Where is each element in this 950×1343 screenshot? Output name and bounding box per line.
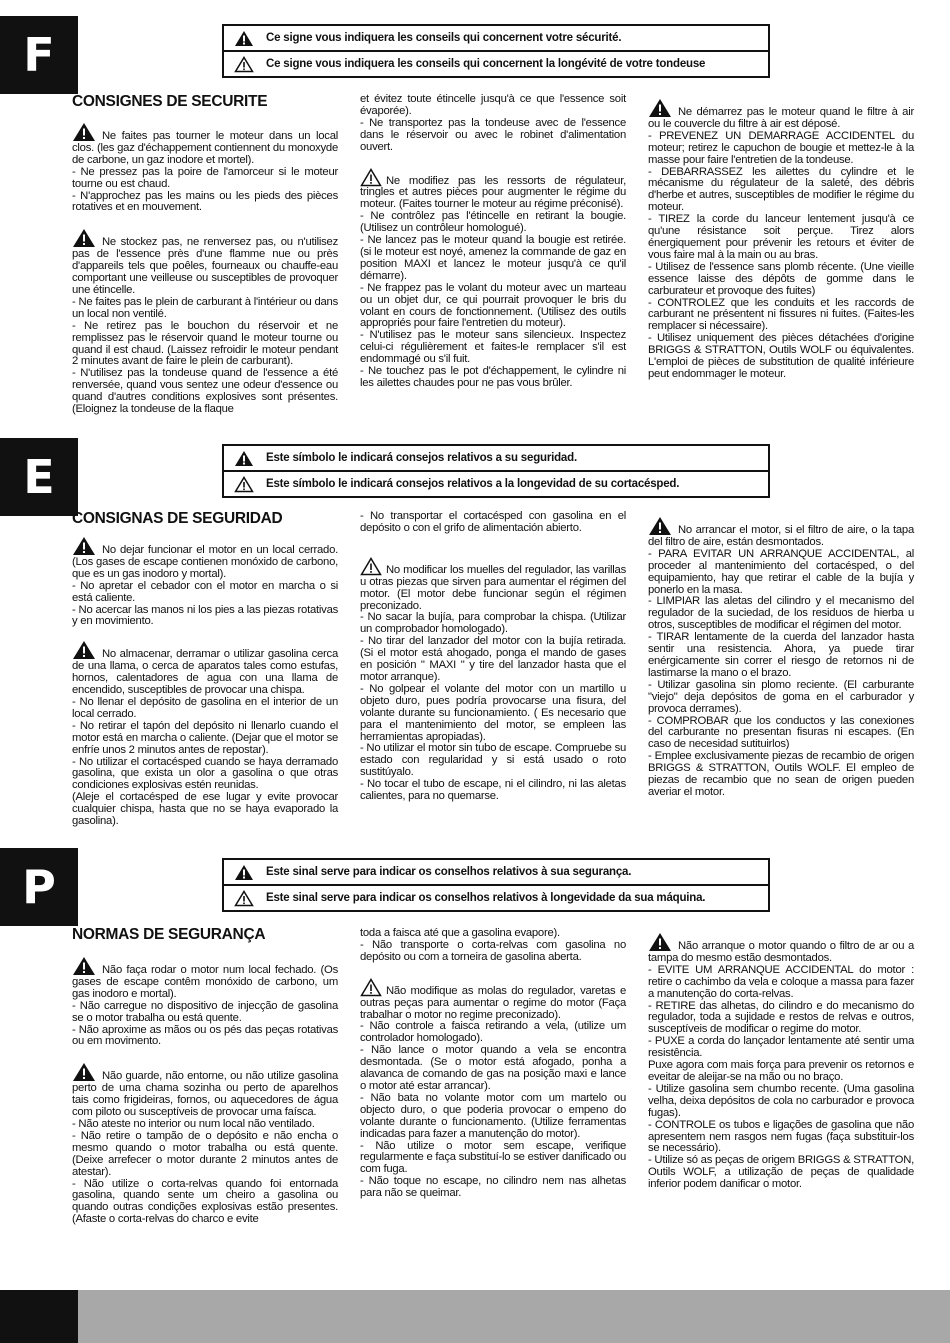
paragraph: et évitez toute étincelle jusqu'à ce que l'essence soit évaporée). — [360, 93, 626, 117]
banner-care-row — [224, 884, 768, 910]
paragraph: - Não utilize o corta-relvas quando foi entornada gasolina, quando sente um cheiro a gasolina ou quando outras condições explosivas estão presentes. (Afaste o corta-relvas do charco e evite — [72, 1177, 338, 1226]
paragraph: - COMPROBAR que los conductos y las conexiones del carburante no presentan fisuras ni escapes. (En caso de necesidad sutituirlos) — [648, 714, 914, 751]
warning-filled-icon — [648, 516, 672, 536]
paragraph: Não arranque o motor quando o filtro de ar ou a tampa do mesmo estão desmontados. — [648, 940, 914, 964]
warning-filled-icon — [234, 30, 254, 47]
paragraph: - No tirar del lanzador del motor con la bujía retirada. (Si el motor está ahogado, ponga el mando de gases en posición " MAXI " y tire del lanzador hasta que el motor arranque). — [360, 635, 626, 683]
paragraph: - Não toque no escape, no cilindro nem nas alhetas para não se queimar. — [360, 1175, 626, 1200]
paragraph: Ne modifiez pas les ressorts de régulateur, tringles et autres pièces pour augmenter le régime du moteur. (Faites tourner le moteur au régime préconisé). — [360, 174, 626, 211]
banner-pt — [222, 858, 770, 912]
warning-filled-icon — [72, 122, 96, 142]
warning-outline-icon — [234, 890, 254, 907]
paragraph: - Ne retirez pas le bouchon du réservoir et ne remplissez pas le réservoir quand le moteur tourne ou quand il est chaud. (Laissez refroidir le moteur pendant 2 minutes avant de faire le plein de carburant). — [72, 319, 338, 368]
banner-safety-text: Este sinal serve para indicar os conselhos relativos à sua segurança. — [266, 866, 632, 878]
paragraph: - Ne lancez pas le moteur quand la bougie est retirée. (si le moteur est noyé, amenez la commande de gaz en position MAXI et lancez le moteur jusqu'à ce qu'il démarre). — [360, 234, 626, 282]
paragraph: - Não bata no volante motor com um martelo ou objecto duro, o que poderia provocar o empeno do volante durante o funcionamento. (Utilize ferramentas indicadas para fazer a manutenção do motor). — [360, 1091, 626, 1140]
banner-care-row — [224, 50, 768, 76]
paragraph: Não guarde, não entorne, ou não utilize gasolina perto de uma chama sozinha ou perto de aparelhos tais como frigideiras, fornos, ou aquecedores de água com piloto ou susceptíveis de provocar uma faísca. — [72, 1070, 338, 1119]
warning-outline-icon — [360, 557, 382, 576]
paragraph: - Ne transportez pas la tondeuse avec de l'essence dans le réservoir ou avec le robinet d'alimentation ouvert. — [360, 116, 626, 153]
banner-safety-text: Ce signe vous indiquera les conseils qui concernent votre sécurité. — [266, 32, 622, 44]
warning-filled-icon — [234, 450, 254, 467]
paragraph: Ne stockez pas, ne renversez pas, ou n'utilisez pas de l'essence près d'une flamme nue ou près d'appareils tels que poêles, fourneaux ou chauffe-eau comportant une veilleuse ou susceptibles de provoquer une étincelle. — [72, 236, 338, 296]
footer-page-block — [0, 1290, 78, 1343]
banner-care-text: Este sinal serve para indicar os conselhos relativos à longevidade da sua máquina. — [266, 892, 706, 904]
paragraph: Ne faites pas tourner le moteur dans un local clos. (les gaz d'échappement contiennent du monoxyde de carbone, un gaz inodore et mortel). — [72, 130, 338, 166]
paragraph: - N'utilisez pas la tondeuse quand de l'essence a été renversée, quand vous sentez une odeur d'essence ou quand d'autres conditions explosives sont présentes. (Eloignez la tondeuse de la flaque — [72, 367, 338, 416]
paragraph: - Ne frappez pas le volant du moteur avec un marteau ou un objet dur, ce qui pourrait provoquer le bris du volant en cours de fonctionnement. (Utilisez des outils appropriés pour faire l'entretien du moteur). — [360, 281, 626, 330]
paragraph: Não modifique as molas do regulador, varetas e outras peças para aumentar o regime do motor (Faça trabalhar o motor no regime preconizado). — [360, 984, 626, 1021]
paragraph: - No llenar el depósito de gasolina en el interior de un local cerrado. — [72, 695, 338, 720]
lang-tab-pt: P — [0, 848, 78, 926]
paragraph: - Utilize só as peças de origem BRIGGS & STRATTON, Outils WOLF, a utilização de peças de qualidade inferior podem danificar o motor. — [648, 1154, 914, 1191]
warning-filled-icon — [72, 228, 96, 248]
banner-safety-row — [224, 26, 768, 50]
pt-column-1 — [72, 956, 338, 1226]
paragraph: - Utilisez uniquement des pièces détachées d'origine BRIGGS & STRATTON, Outils WOLF ou équivalentes. L'emploi de pièces de substitution de qualité inférieure peut endommager le moteur. — [648, 332, 914, 380]
paragraph: - CONTROLEZ que les conduits et les raccords de carburant ne présentent ni fissures ni fuites. (Faites-les remplacer si nécessaire). — [648, 296, 914, 333]
paragraph: Não faça rodar o motor num local fechado. (Os gases de escape contêm monóxido de carbono, um gas inodoro e mortal). — [72, 964, 338, 1000]
paragraph: - Não transporte o corta-relvas com gasolina no depósito ou com a torneira de gasolina aberta. — [360, 938, 626, 963]
warning-filled-icon — [648, 932, 672, 952]
paragraph: - TIREZ la corde du lanceur lentement jusqu'à ce qu'une résistance soit perçue. Tirez alors énergiquement pour prévenir les retours et éviter de vous faire mal à la main ou au bras. — [648, 213, 914, 261]
warning-outline-icon — [234, 476, 254, 493]
paragraph: - EVITE UM ARRANQUE ACCIDENTAL do motor : retire o cachimbo da vela e coloque a massa para fazer a manutenção do corta-relvas. — [648, 963, 914, 1000]
paragraph: - CONTROLE os tubos e ligações de gasolina que não apresentem nem rasgos nem fugas (faça substituir-los se necessário). — [648, 1118, 914, 1155]
fr-column-1 — [72, 116, 338, 416]
paragraph: - N'approchez pas les mains ou les pieds des pièces rotatives et en mouvement. — [72, 189, 338, 214]
pt-column-3 — [648, 932, 914, 1191]
paragraph: - Utilize gasolina sem chumbo recente. (Uma gasolina velha, deixa depósitos de cola no carburador e provoca fugas). — [648, 1082, 914, 1119]
paragraph: toda a faisca até que a gasolina evapore). — [360, 927, 560, 939]
paragraph: - Não retire o tampão de o depósito e não encha o mesmo quando o motor trabalha ou está quente. (Deixe arrefecer o motor durante 2 minutos antes de atestar). — [72, 1129, 338, 1178]
paragraph: - Ne touchez pas le pot d'échappement, le cylindre ni les ailettes chaudes pour ne pas vous brûler. — [360, 365, 626, 389]
footer-bar — [0, 1290, 950, 1343]
paragraph: - Não carregue no dispositivo de injecção de gasolina se o motor trabalha ou está quente. — [72, 999, 338, 1024]
paragraph: - Não lance o motor quando a vela se encontra desmontada. (Se o motor está afogado, ponha a alavanca de comando de gas na posição maxi e lance o motor até estar arrancar). — [360, 1044, 626, 1092]
paragraph: No modificar los muelles del regulador, las varillas u otras piezas que sirven para aumentar el régimen del motor. (El motor debe funcionar según el régimen preconizado. — [360, 563, 626, 612]
paragraph: Puxe agora com mais força para prevenir os retornos e eveitar de aleijar-se na mão ou no braço. — [648, 1059, 914, 1083]
paragraph: - Ne contrôlez pas l'étincelle en retirant la bougie. (Utilisez un contrôleur homologué). — [360, 210, 626, 235]
paragraph: - TIRAR lentamente de la cuerda del lanzador hasta sentir una resistencia. Ahora, ya puede tirar enérgicamente sin correr el riesgo de retornos ni de lastimarse la mano o el brazo. — [648, 631, 914, 679]
paragraph: - No acercar las manos ni los pies a las piezas rotativas y en movimiento. — [72, 603, 338, 628]
paragraph: - Emplee exclusivamente piezas de recambio de origen BRIGGS & STRATTON, Outils WOLF. El empleo de piezas de recambio que no sean de origen pueden averiar el motor. — [648, 750, 914, 798]
warning-filled-icon — [648, 98, 672, 118]
pt-column-2 — [360, 928, 626, 1200]
paragraph: - No apretar el cebador con el motor en marcha o si está caliente. — [72, 579, 338, 604]
paragraph: - Não utilize o motor sem escape, verifique regularmente e faça substituí-lo se estiver danificado ou com fuga. — [360, 1139, 626, 1176]
es-column-3 — [648, 516, 914, 799]
paragraph: - PARA EVITAR UN ARRANQUE ACCIDENTAL, al proceder al mantenimiento del cortacésped, o del equipamiento, hay que retirar el cable de la bujía y ponerlo en la masa. — [648, 547, 914, 596]
warning-outline-icon — [360, 168, 382, 187]
es-column-1 — [72, 536, 338, 828]
fr-column-2 — [360, 94, 626, 390]
banner-care-text: Ce signe vous indiquera les conseils qui concernent la longévité de votre tondeuse — [266, 58, 706, 70]
warning-filled-icon — [72, 956, 96, 976]
paragraph: - Ne pressez pas la poire de l'amorceur si le moteur tourne ou est chaud. — [72, 165, 338, 190]
paragraph: - RETIRE das alhetas, do cilindro e do mecanismo do regulador, toda a sujidade e restos de relvas e outros, susceptíveis de modificar o regime do motor. — [648, 999, 914, 1036]
fr-column-3 — [648, 98, 914, 381]
lang-tab-es: E — [0, 438, 78, 516]
paragraph: - No tocar el tubo de escape, ni el cilindro, ni las aletas calientes, para no quemarse. — [360, 778, 626, 803]
banner-care-text: Este símbolo le indicará consejos relativos a la longevidad de su cortacésped. — [266, 478, 680, 490]
banner-safety-row — [224, 446, 768, 470]
section-title-fr: CONSIGNES DE SECURITE — [72, 93, 268, 110]
paragraph: Ne démarrez pas le moteur quand le filtre à air ou le couvercle du filtre à air est déposé. — [648, 106, 914, 130]
warning-filled-icon — [234, 864, 254, 881]
paragraph: - Ne faites pas le plein de carburant à l'intérieur ou dans un local non ventilé. — [72, 295, 338, 320]
warning-outline-icon — [234, 56, 254, 73]
banner-care-row — [224, 470, 768, 496]
paragraph: - No transportar el cortacésped con gasolina en el depósito o con el grifo de alimentación abierto. — [360, 510, 626, 534]
warning-outline-icon — [360, 978, 382, 997]
banner-safety-text: Este símbolo le indicará consejos relativos a su seguridad. — [266, 452, 577, 464]
banner-es — [222, 444, 770, 498]
paragraph: - No utilizar el motor sin tubo de escape. Compruebe su estado con regularidad y si está usado o roto sustitúyalo. — [360, 742, 626, 779]
es-column-2 — [360, 511, 626, 803]
paragraph: No arrancar el motor, si el filtro de aire, o la tapa del filtro de aire, están desmontados. — [648, 524, 914, 548]
paragraph: - Utilisez de l'essence sans plomb récente. (Une vieille essence laisse des dépôts de gomme dans le carburateur et provoque des fuites) — [648, 260, 914, 297]
paragraph: - No retirar el tapón del depósito ni llenarlo cuando el motor está en marcha o caliente. (Dejar que el motor se enfríe unos 2 minutos antes de repostar). — [72, 719, 338, 756]
paragraph: - No utilizar el cortacésped cuando se haya derramado gasolina, que exista un olor a gasolina o que otras condiciones explosivas estén reunidas. — [72, 755, 338, 792]
paragraph: No almacenar, derramar o utilizar gasolina cerca de una llama, o cerca de aparatos tales como estufas, hornos, calentadores de agua con una llama de encendido, susceptibles de provocar una chispa. — [72, 648, 338, 697]
warning-filled-icon — [72, 640, 96, 660]
section-title-pt: NORMAS DE SEGURANÇA — [72, 926, 266, 943]
paragraph: No dejar funcionar el motor en un local cerrado. (Los gases de escape contienen monóxido de carbono, que es un gas inodoro y mortal). — [72, 544, 338, 580]
section-title-es: CONSIGNAS DE SEGURIDAD — [72, 510, 283, 527]
paragraph: - PUXE a corda do lançador lentamente até sentir uma resistência. — [648, 1035, 914, 1060]
paragraph: - Utilizar gasolina sin plomo reciente. (El carburante "viejo" deja depósitos de goma en el carburador y provoca derrames). — [648, 678, 914, 715]
paragraph: - LIMPIAR las aletas del cilindro y el mecanismo del regulador de la suciedad, de los residuos de hierba u otros, susceptibles de modificar el régimen del motor. — [648, 595, 914, 632]
paragraph: - Não ateste no interior ou num local não ventilado. — [72, 1117, 315, 1130]
paragraph: - DEBARRASSEZ les ailettes du cylindre et le mécanisme du régulateur de la saleté, des débris d'herbe et autres, susceptibles de modifier le régime du moteur. — [648, 165, 914, 214]
banner-fr — [222, 24, 770, 78]
paragraph: - Não aproxime as mãos ou os pés das peças rotativas ou em movimento. — [72, 1023, 338, 1048]
paragraph: - No sacar la bujía, para comprobar la chispa. (Utilizar un comprobador homologado). — [360, 611, 626, 636]
paragraph: (Aleje el cortacésped de ese lugar y evite provocar cualquier chispa, hasta que no se haya evaporado la gasolina). — [72, 791, 338, 828]
warning-filled-icon — [72, 536, 96, 556]
paragraph: - Não controle a faisca retirando a vela, (utilize um controlador homologado). — [360, 1020, 626, 1045]
banner-safety-row — [224, 860, 768, 884]
paragraph: - PREVENEZ UN DEMARRAGE ACCIDENTEL du moteur; retirez le capuchon de bougie et mettez-le à la masse pour faire l'entretien de la tondeuse. — [648, 129, 914, 166]
warning-filled-icon — [72, 1062, 96, 1082]
lang-tab-fr: F — [0, 16, 78, 94]
paragraph: - No golpear el volante del motor con un martillo u objeto duro, pues podría provocarse una fisura, del volante durante su funcionamiento. ( Es necesario que para el mantenimiento del motor, se empleen las herramientas apropiadas). — [360, 682, 626, 743]
paragraph: - N'utilisez pas le moteur sans silencieux. Inspectez celui-ci régulièrement et faites-le remplacer s'il est endommagé ou s'il fuit. — [360, 329, 626, 366]
